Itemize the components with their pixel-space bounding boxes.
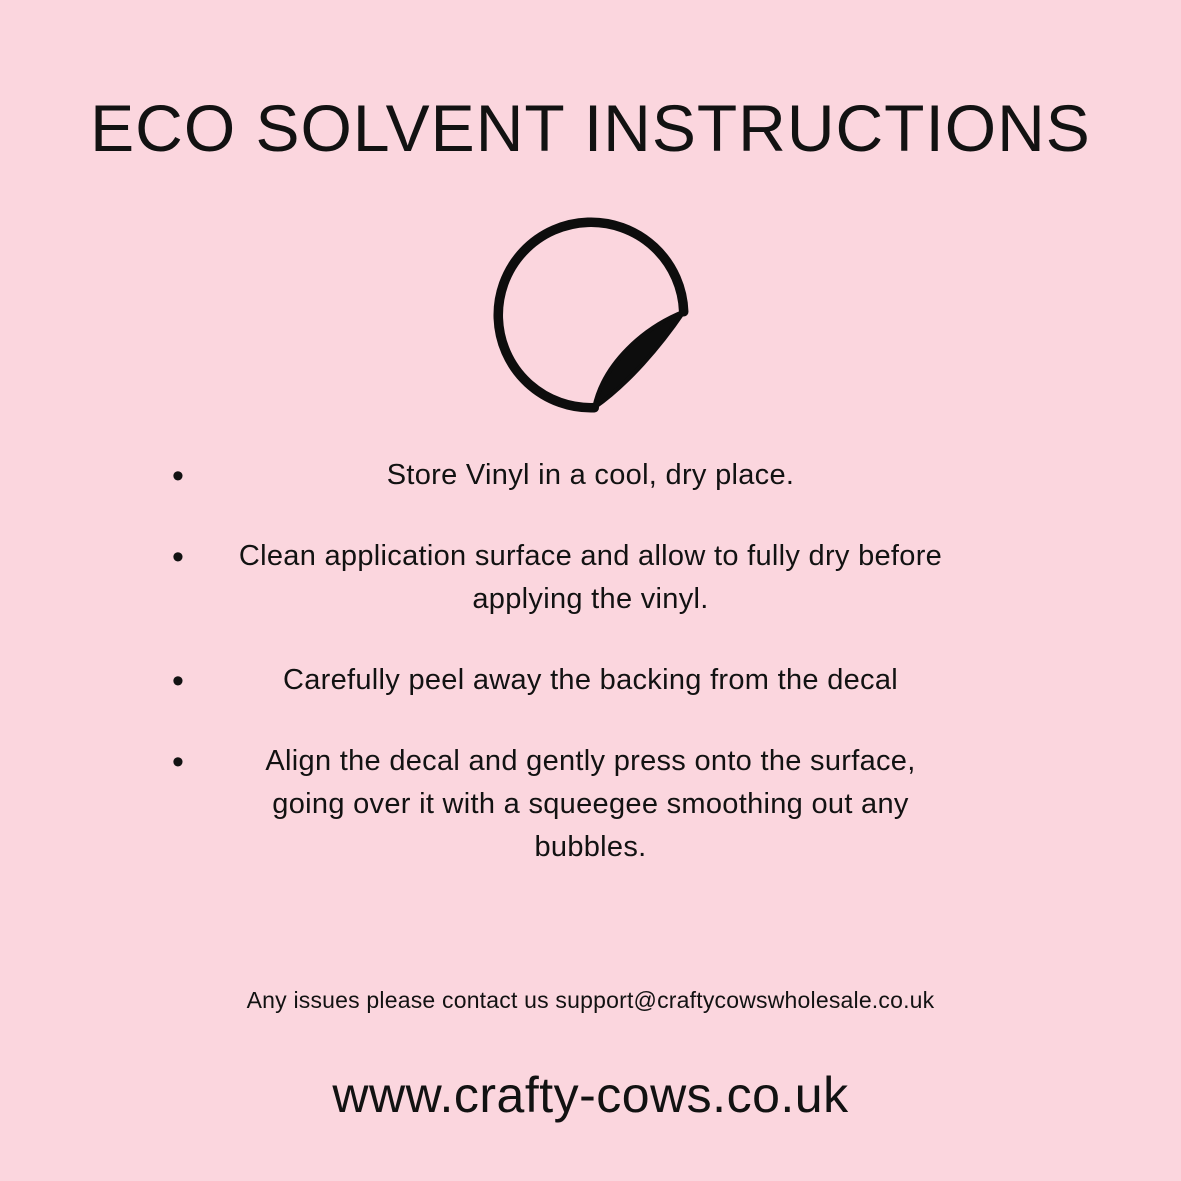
list-item — [0, 740, 1181, 869]
website-url: www.crafty-cows.co.uk — [332, 1066, 849, 1123]
instruction-text: Clean application surface and allow to fully dry before applying the vinyl. — [238, 539, 943, 615]
instruction-list — [0, 454, 1181, 869]
bullet-icon: • — [172, 661, 184, 700]
page-title: ECO SOLVENT INSTRUCTIONS — [90, 91, 1091, 165]
list-item — [0, 454, 1181, 497]
contact-text: Any issues please contact us support@craftycowswholesale.co.uk — [246, 986, 935, 1013]
instruction-text: Store Vinyl in a cool, dry place. — [386, 458, 795, 491]
bullet-icon: • — [172, 742, 184, 781]
bullet-icon: • — [172, 456, 184, 495]
list-item — [0, 535, 1181, 621]
bullet-icon: • — [172, 537, 184, 576]
list-item — [0, 659, 1181, 702]
instruction-text: Carefully peel away the backing from the decal — [282, 663, 899, 696]
sticker-peel-icon — [485, 408, 697, 425]
instruction-text: Align the decal and gently press onto the surface, going over it with a squeegee smoothing out any bubbles. — [265, 744, 916, 863]
icon-container — [0, 209, 1181, 426]
